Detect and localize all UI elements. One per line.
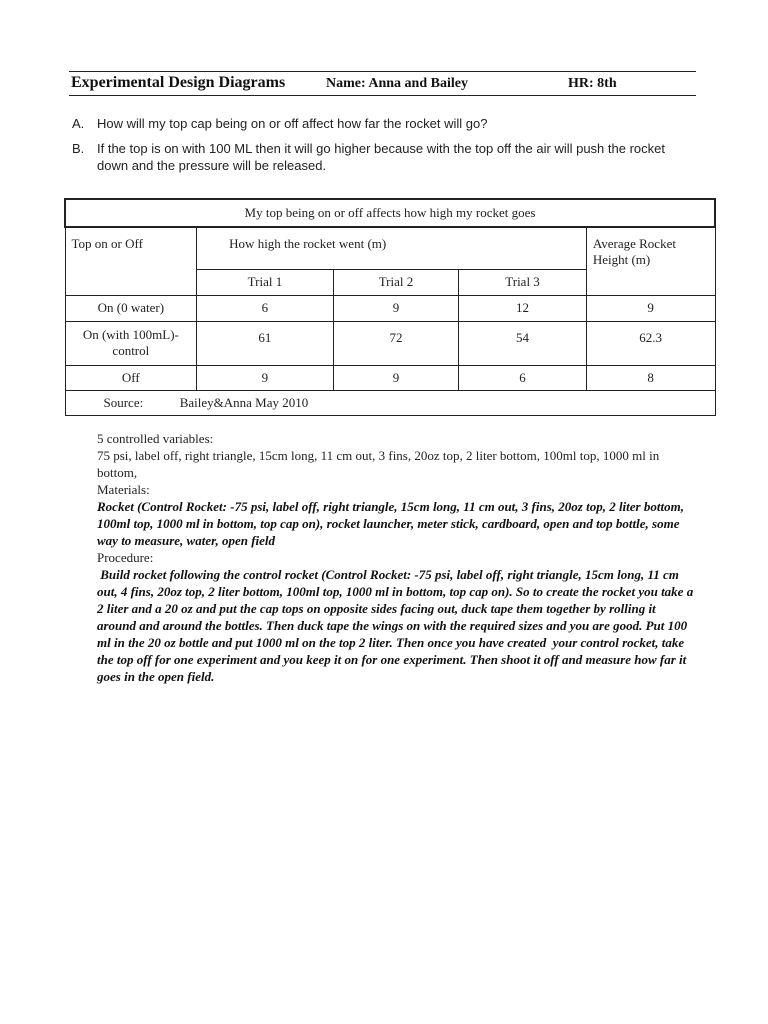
document-title: Experimental Design Diagrams <box>71 74 286 91</box>
trial-value: 12 <box>459 295 587 321</box>
trial-value: 6 <box>459 365 587 390</box>
design-details <box>97 430 697 685</box>
header-bottom-rule <box>69 95 696 96</box>
trial-value: 9 <box>333 365 459 390</box>
trial-value: 9 <box>197 365 334 390</box>
row-label: Off <box>65 365 197 390</box>
average-value: 9 <box>586 295 715 321</box>
question-a-letter: A. <box>72 116 85 131</box>
row-label: On (0 water) <box>65 295 197 321</box>
homeroom-label: HR: 8th <box>568 76 617 91</box>
trial-header: Trial 1 <box>197 269 334 295</box>
hypothesis-b <box>72 140 682 176</box>
procedure-heading: Procedure: <box>97 550 154 565</box>
col-header-measure: How high the rocket went (m) <box>197 227 587 269</box>
trial-value: 72 <box>333 321 459 365</box>
source-label: Source: <box>103 394 144 410</box>
controlled-text: 75 psi, label off, right triangle, 15cm long, 11 cm out, 3 fins, 20oz top, 2 liter bottom, 100ml top, 1000 ml in bottom, <box>97 448 660 480</box>
trial-header: Trial 2 <box>333 269 459 295</box>
question-a <box>72 115 682 133</box>
table-row <box>65 321 715 365</box>
procedure-text: Build rocket following the control rocket (Control Rocket: -75 psi, label off, right triangle, 15cm long, 11 cm out, 4 fins, 20oz top, 2 liter bottom, 100ml top, 1000 ml in bottom, top cap on). So to create the rocket you take a 2 liter and a 20 oz and put the cap tops on opposite sides facing out, duck tape them together by rolling it around and around the bottles. Then duck tape the wings on with the required sizes and you are good. Put 100 ml in the 20 oz bottle and put 1000 ml on the top 2 liter. Then once you have created your control rocket, take the top off for one experiment and you keep it on for one experiment. Then shoot it off and measure how far it goes in the open field. <box>97 567 697 684</box>
document-header <box>71 74 696 94</box>
question-a-text: How will my top cap being on or off affect how far the rocket will go? <box>97 116 488 131</box>
col-header-top: Top on or Off <box>65 227 197 295</box>
trial-value: 54 <box>459 321 587 365</box>
table-row <box>65 295 715 321</box>
trial-value: 9 <box>333 295 459 321</box>
hypothesis-b-letter: B. <box>72 141 85 156</box>
materials-text: Rocket (Control Rocket: -75 psi, label off, right triangle, 15cm long, 11 cm out, 3 fins, 20oz top, 2 liter bottom, 100ml top, 1000 ml in bottom, top cap on), rocket launcher, meter stick, cardboard, open and top bottle, some way to measure, water, open field <box>97 499 684 548</box>
average-value: 62.3 <box>586 321 715 365</box>
average-value: 8 <box>586 365 715 390</box>
materials-heading: Materials: <box>97 482 150 497</box>
source-value: Bailey&Anna May 2010 <box>179 394 309 410</box>
table-caption: My top being on or off affects how high my rocket goes <box>65 199 715 227</box>
row-label: On (with 100mL)- control <box>65 321 197 365</box>
trial-header: Trial 3 <box>459 269 587 295</box>
col-header-average: Average Rocket Height (m) <box>586 227 715 295</box>
controlled-heading: 5 controlled variables: <box>97 431 214 446</box>
results-table <box>64 198 716 416</box>
table-row <box>65 365 715 390</box>
student-names: Name: Anna and Bailey <box>326 76 468 91</box>
source-row <box>65 390 715 415</box>
hypothesis-b-text: If the top is on with 100 ML then it will go higher because with the top off the air will push the rocket down and the pressure will be released. <box>97 141 665 173</box>
trial-value: 6 <box>197 295 334 321</box>
header-top-rule <box>69 71 696 72</box>
trial-value: 61 <box>197 321 334 365</box>
